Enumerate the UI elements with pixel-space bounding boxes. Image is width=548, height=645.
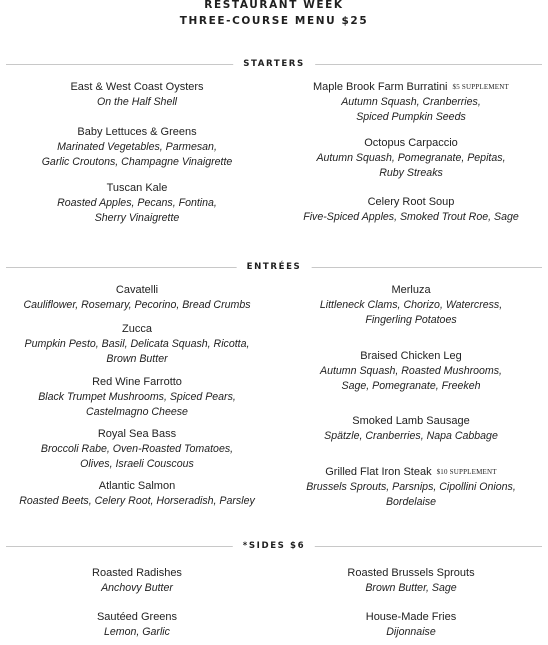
dish-description: Brown Butter xyxy=(106,353,168,365)
menu-item xyxy=(0,181,274,226)
dish-description: Autumn Squash, Pomegranate, Pepitas, xyxy=(316,152,506,164)
menu-item xyxy=(0,427,274,472)
dish-name xyxy=(0,181,274,196)
dish-description: Five-Spiced Apples, Smoked Trout Roe, Sage xyxy=(303,211,519,223)
menu-item xyxy=(0,610,274,640)
section-heading-sides xyxy=(6,539,542,553)
dish-description: Roasted Apples, Pecans, Fontina, xyxy=(57,197,217,209)
dish-description: Roasted Beets, Celery Root, Horseradish, Parsley xyxy=(19,495,255,507)
menu-item xyxy=(0,125,274,170)
dish-description: On the Half Shell xyxy=(96,96,178,108)
dish-description: Black Trumpet Mushrooms, Spiced Pears, xyxy=(38,391,236,403)
section-title: *SIDES $6 xyxy=(233,539,315,553)
dish-description: Autumn Squash, Roasted Mushrooms, xyxy=(320,365,502,377)
dish-name-text: Red Wine Farrotto xyxy=(92,376,182,388)
menu-item xyxy=(274,80,548,125)
menu-item xyxy=(274,195,548,225)
dish-name-text: House-Made Fries xyxy=(365,611,457,623)
dish-name-text: Braised Chicken Leg xyxy=(360,350,462,362)
section-title: STARTERS xyxy=(233,57,315,71)
dish-name xyxy=(274,80,548,95)
dish-name-text: Octopus Carpaccio xyxy=(364,137,458,149)
dish-description: Castelmagno Cheese xyxy=(86,406,188,418)
menu-item xyxy=(274,414,548,444)
dish-description: Spiced Pumpkin Seeds xyxy=(356,111,466,123)
dish-name-text: Smoked Lamb Sausage xyxy=(352,415,470,427)
header-title: RESTAURANT WEEK xyxy=(204,0,344,11)
menu-item xyxy=(274,610,548,640)
dish-name xyxy=(0,322,274,337)
dish-description: Spätzle, Cranberries, Napa Cabbage xyxy=(324,430,498,442)
dish-name-text: Baby Lettuces & Greens xyxy=(77,126,197,138)
dish-description: Olives, Israeli Couscous xyxy=(80,458,194,470)
dish-description: Ruby Streaks xyxy=(379,167,443,179)
dish-name xyxy=(0,375,274,390)
dish-description: Brown Butter, Sage xyxy=(365,582,457,594)
dish-name xyxy=(0,479,274,494)
menu-item xyxy=(274,136,548,181)
menu-item xyxy=(274,566,548,596)
dish-description: Cauliflower, Rosemary, Pecorino, Bread Crumbs xyxy=(23,299,251,311)
dish-name xyxy=(274,283,548,298)
dish-name xyxy=(274,610,548,625)
dish-name xyxy=(274,195,548,210)
dish-name-text: Celery Root Soup xyxy=(367,196,455,208)
dish-description: Fingerling Potatoes xyxy=(365,314,457,326)
dish-description: Sherry Vinaigrette xyxy=(94,212,180,224)
dish-name xyxy=(0,80,274,95)
section-heading-entrees xyxy=(6,260,542,274)
dish-name xyxy=(0,283,274,298)
section-title: ENTRÉES xyxy=(237,260,312,274)
supplement-note: $10 SUPPLEMENT xyxy=(436,468,497,476)
dish-description: Brussels Sprouts, Parsnips, Cipollini Onions, xyxy=(306,481,516,493)
dish-name-text: Atlantic Salmon xyxy=(98,480,176,492)
dish-name-text: Royal Sea Bass xyxy=(97,428,177,440)
dish-name xyxy=(0,566,274,581)
dish-name-text: Grilled Flat Iron Steak xyxy=(325,466,432,478)
dish-name-text: Roasted Radishes xyxy=(92,567,182,579)
menu-item xyxy=(0,375,274,420)
dish-name xyxy=(0,427,274,442)
menu-item xyxy=(0,566,274,596)
dish-description: Bordelaise xyxy=(385,496,437,508)
dish-description: Dijonnaise xyxy=(386,626,436,638)
dish-name-text: Zucca xyxy=(122,323,152,335)
dish-name xyxy=(274,414,548,429)
dish-description: Garlic Croutons, Champagne Vinaigrette xyxy=(41,156,233,168)
dish-name-text: East & West Coast Oysters xyxy=(70,81,204,93)
dish-name-text: Tuscan Kale xyxy=(106,182,168,194)
menu-item xyxy=(274,465,548,510)
header-subtitle: THREE-COURSE MENU $25 xyxy=(179,15,369,27)
dish-description: Marinated Vegetables, Parmesan, xyxy=(57,141,217,153)
dish-name-text: Sautéed Greens xyxy=(96,611,178,623)
dish-description: Anchovy Butter xyxy=(101,582,173,594)
dish-name xyxy=(274,136,548,151)
section-heading-starters xyxy=(6,57,542,71)
menu-item xyxy=(0,479,274,509)
dish-description: Broccoli Rabe, Oven-Roasted Tomatoes, xyxy=(40,443,234,455)
dish-name-text: Roasted Brussels Sprouts xyxy=(347,567,475,579)
dish-description: Lemon, Garlic xyxy=(104,626,170,638)
dish-description: Pumpkin Pesto, Basil, Delicata Squash, Ricotta, xyxy=(24,338,250,350)
dish-name xyxy=(274,349,548,364)
dish-name xyxy=(274,566,548,581)
dish-name xyxy=(274,465,548,480)
dish-name xyxy=(0,125,274,140)
dish-description: Littleneck Clams, Chorizo, Watercress, xyxy=(319,299,503,311)
menu-item xyxy=(274,349,548,394)
menu-item xyxy=(0,80,274,110)
supplement-note: $5 SUPPLEMENT xyxy=(452,83,509,91)
dish-name-text: Merluza xyxy=(391,284,431,296)
dish-description: Sage, Pomegranate, Freekeh xyxy=(341,380,481,392)
dish-name-text: Maple Brook Farm Burratini xyxy=(313,81,448,93)
menu-item xyxy=(274,283,548,328)
menu-header xyxy=(0,0,548,29)
menu-item xyxy=(0,283,274,313)
dish-description: Autumn Squash, Cranberries, xyxy=(341,96,481,108)
menu-item xyxy=(0,322,274,367)
dish-name-text: Cavatelli xyxy=(115,284,159,296)
dish-name xyxy=(0,610,274,625)
